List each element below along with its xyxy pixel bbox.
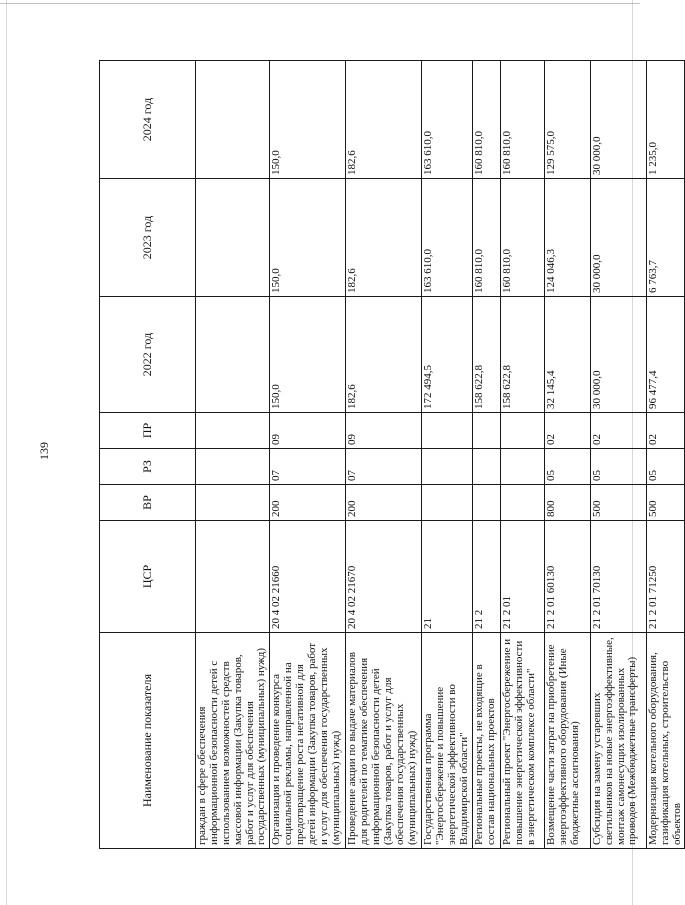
column-header-2024: 2024 год [100,61,196,179]
cell-name: Региональный проект "Энергосбережение и повышение энергетической эффективности в энергетическом комплексе области" [500,633,544,849]
cell-2022: 158 622,8 [472,297,500,413]
table-row [590,61,646,849]
cell-vr [196,485,270,521]
cell-name: Проведение акции по выдаче материалов для родителей по тематике обеспечения информационной безопасности детей (Закупка товаров, работ и услуг для обеспечения государственных (муниципальных) нужд) [346,633,422,849]
table-row [500,61,544,849]
column-header-2023: 2023 год [100,179,196,297]
cell-vr: 500 [646,485,685,521]
cell-rz: 07 [270,449,346,485]
table-row [544,61,590,849]
cell-rz: 07 [346,449,422,485]
budget-sheet [99,61,683,849]
cell-name: Региональные проекты, не входящие в состав национальных проектов [472,633,500,849]
cell-rz: 05 [646,449,685,485]
table-row [646,61,685,849]
cell-2024: 160 810,0 [472,61,500,179]
column-header-rz: РЗ [100,449,196,485]
table-row [472,61,500,849]
column-header-2022: 2022 год [100,297,196,413]
cell-2022: 158 622,8 [500,297,544,413]
cell-csr: 20 4 02 21670 [346,521,422,633]
cell-2024: 163 610,0 [422,61,473,179]
page-number: 139 [37,442,51,460]
cell-pr [422,413,473,449]
cell-pr: 02 [544,413,590,449]
cell-name: граждан в сфере обеспечения информационной безопасности детей с использованием возможностей средств массовой информации (Закупка товаров, работ и услуг для обеспечения государственных (муниципальных) нужд) [196,633,270,849]
cell-csr: 20 4 02 21660 [270,521,346,633]
cell-rz [500,449,544,485]
cell-2022: 182,6 [346,297,422,413]
cell-vr: 200 [346,485,422,521]
scan-edge-top [0,3,640,4]
cell-2022: 172 494,5 [422,297,473,413]
cell-2024: 160 810,0 [500,61,544,179]
cell-2023: 6 763,7 [646,179,685,297]
cell-2023: 124 046,3 [544,179,590,297]
column-header-name: Наименование показателя [100,633,196,849]
cell-rz [196,449,270,485]
scan-edge-left [6,0,7,905]
cell-rz: 05 [544,449,590,485]
cell-name: Возмещение части затрат на приобретение энергоэффективного оборудования (Иные бюджетные ассигнования) [544,633,590,849]
cell-2024: 150,0 [270,61,346,179]
cell-2023: 150,0 [270,179,346,297]
cell-vr [500,485,544,521]
cell-vr: 500 [590,485,646,521]
cell-2022 [196,297,270,413]
cell-2023: 182,6 [346,179,422,297]
cell-2024: 1 235,0 [646,61,685,179]
cell-pr: 09 [346,413,422,449]
cell-rz [422,449,473,485]
cell-2022: 32 145,4 [544,297,590,413]
cell-pr: 09 [270,413,346,449]
cell-name: Модернизация котельного оборудования, газификация котельных, строительство объектов [646,633,685,849]
budget-table [99,60,685,849]
cell-name: Организация и проведение конкурса социальной рекламы, направленной на предотвращение роста негативной для детей информации (Закупка товаров, работ и услуг для обеспечения государственных (муниципальных) нужд) [270,633,346,849]
cell-2024: 129 575,0 [544,61,590,179]
cell-2024 [196,61,270,179]
cell-rz [472,449,500,485]
cell-vr: 800 [544,485,590,521]
cell-pr: 02 [646,413,685,449]
cell-2023: 163 610,0 [422,179,473,297]
table-row [346,61,422,849]
cell-vr: 200 [270,485,346,521]
cell-2022: 150,0 [270,297,346,413]
column-header-vr: ВР [100,485,196,521]
cell-csr: 21 2 [472,521,500,633]
cell-2022: 30 000,0 [590,297,646,413]
table-row [422,61,473,849]
cell-vr [422,485,473,521]
cell-2023 [196,179,270,297]
table-header-row [100,61,196,849]
cell-csr [196,521,270,633]
cell-2023: 30 000,0 [590,179,646,297]
cell-2024: 30 000,0 [590,61,646,179]
cell-csr: 21 2 01 60130 [544,521,590,633]
cell-pr: 02 [590,413,646,449]
cell-vr [472,485,500,521]
cell-2022: 96 477,4 [646,297,685,413]
cell-name: Субсидия на замену устаревших светильников на новые энергоэффективные, монтаж самонесущих изолированных проводов (Межбюджетные трансферты) [590,633,646,849]
cell-csr: 21 2 01 71250 [646,521,685,633]
column-header-pr: ПР [100,413,196,449]
rotated-table-frame [99,61,683,849]
cell-rz: 05 [590,449,646,485]
cell-pr [472,413,500,449]
cell-csr: 21 [422,521,473,633]
cell-2024: 182,6 [346,61,422,179]
cell-csr: 21 2 01 [500,521,544,633]
cell-name: Государственная программа "Энергосбережение и повышение энергетической эффективности во Владимирской области" [422,633,473,849]
column-header-csr: ЦСР [100,521,196,633]
table-row [270,61,346,849]
cell-2023: 160 810,0 [472,179,500,297]
table-row [196,61,270,849]
cell-csr: 21 2 01 70130 [590,521,646,633]
cell-pr [196,413,270,449]
cell-pr [500,413,544,449]
cell-2023: 160 810,0 [500,179,544,297]
